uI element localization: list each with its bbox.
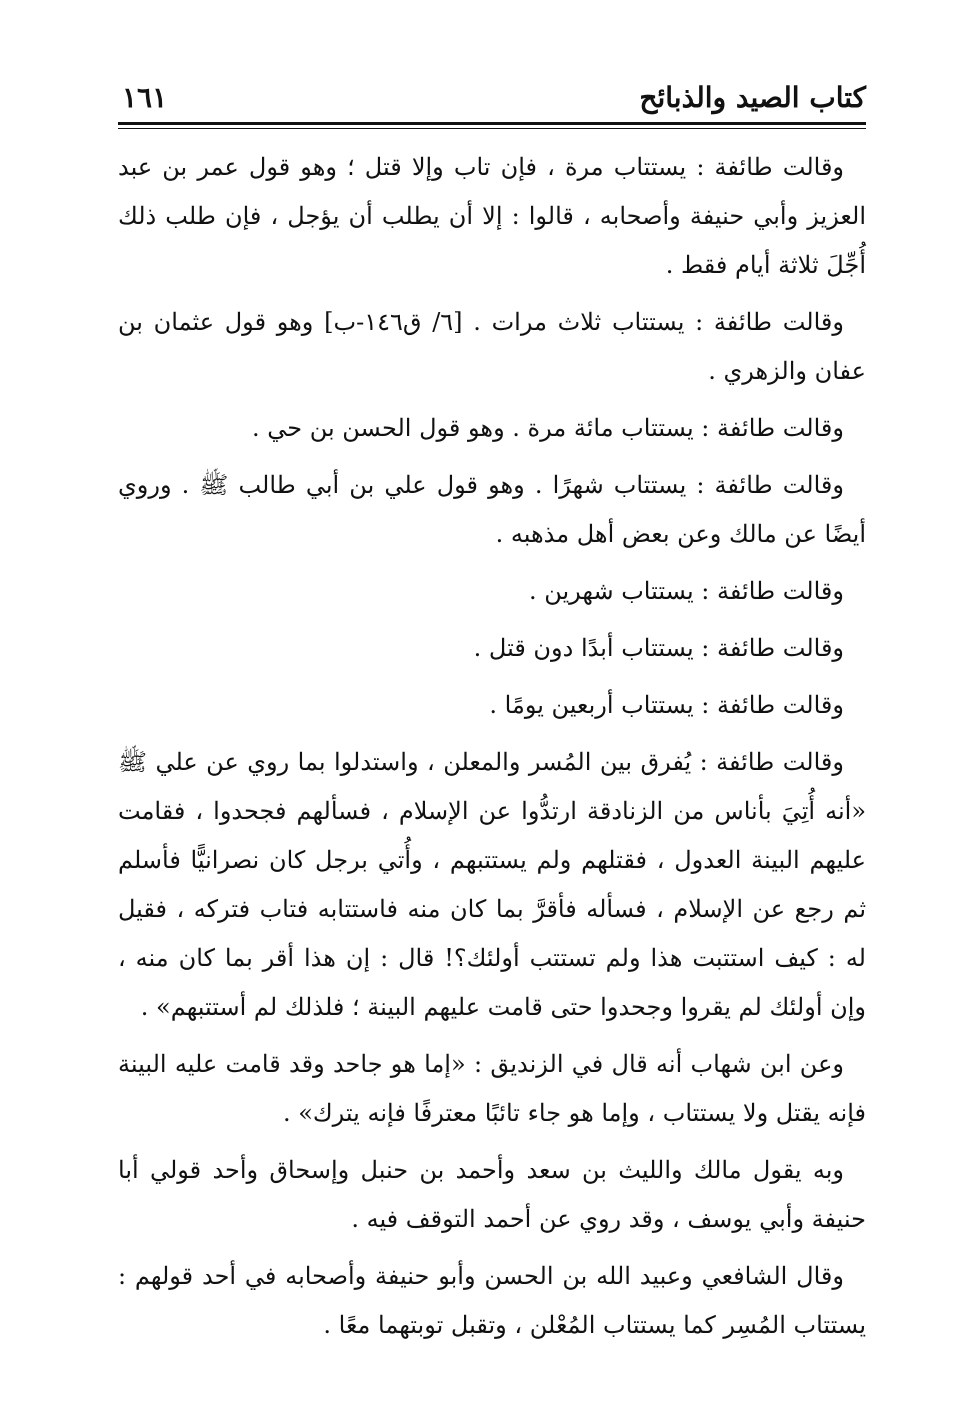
- paragraph-10: وبه يقول مالك والليث بن سعد وأحمد بن حنبل وإسحاق وأحد قولي أبا حنيفة وأبي يوسف ، وقد روي عن أحمد التوقف فيه .: [118, 1156, 866, 1233]
- paragraph-6: وقالت طائفة : يستتاب أبدًا دون قتل .: [473, 634, 844, 662]
- paragraph-11: وقال الشافعي وعبيد الله بن الحسن وأبو حنيفة وأصحابه في أحد قولهم : يستتاب المُسِر كما يستتاب المُعْلن ، وتقبل توبتهما معًا .: [118, 1262, 866, 1339]
- paragraph-5: وقالت طائفة : يستتاب شهرين .: [528, 577, 844, 605]
- paragraph-3: وقالت طائفة : يستتاب مائة مرة . وهو قول الحسن بن حي .: [251, 414, 844, 442]
- paragraph-9: وعن ابن شهاب أنه قال في الزنديق : «إما هو جاحد وقد قامت عليه البينة فإنه يقتل ولا يستتاب ، وإما هو جاء تائبًا معترفًا فإنه يترك» .: [118, 1050, 866, 1127]
- book-page: [118, 78, 866, 1358]
- header-rule-thick: [118, 122, 866, 125]
- page-body: [118, 143, 866, 1350]
- running-title: كتاب الصيد والذبائح: [639, 81, 866, 114]
- paragraph-4: وقالت طائفة : يستتاب شهرًا . وهو قول علي بن أبي طالب ﷺ . وروي أيضًا عن مالك وعن بعض أهل مذهبه .: [118, 471, 866, 548]
- page-number: ١٦١: [122, 81, 168, 114]
- paragraph-1: وقالت طائفة : يستتاب مرة ، فإن تاب وإلا قتل ؛ وهو قول عمر بن عبد العزيز وأبي حنيفة وأصحابه ، قالوا : إلا أن يطلب أن يؤجل ، فإن طلب ذلك أُجِّلَ ثلاثة أيام فقط .: [118, 153, 866, 279]
- paragraph-2: وقالت طائفة : يستتاب ثلاث مرات . [٦/ ق١٤٦-ب] وهو قول عثمان بن عفان والزهري .: [118, 308, 866, 385]
- page-header: [118, 78, 866, 118]
- paragraph-8: وقالت طائفة : يُفرق بين المُسر والمعلن ، واستدلوا بما روي عن علي ﷺ «أنه أُتِيَ بأناس من الزنادقة ارتدُّوا عن الإسلام ، فسألهم فجحدوا ، فقامت عليهم البينة العدول ، فقتلهم ولم يستتبهم ، وأُتي برجل كان نصرانيًّا فأسلم ثم رجع عن الإسلام ، فسأله فأقرَّ بما كان منه فاستتابه فتاب فتركه ، فقيل له : كيف استتبت هذا ولم تستتب أولئك؟! قال : إن هذا أقر بما كان منه ، وإن أولئك لم يقروا وجحدوا حتى قامت عليهم البينة ؛ فلذلك لم أستتبهم» .: [118, 748, 867, 1021]
- header-rule-thin: [118, 128, 866, 129]
- paragraph-7: وقالت طائفة : يستتاب أربعين يومًا .: [489, 691, 844, 719]
